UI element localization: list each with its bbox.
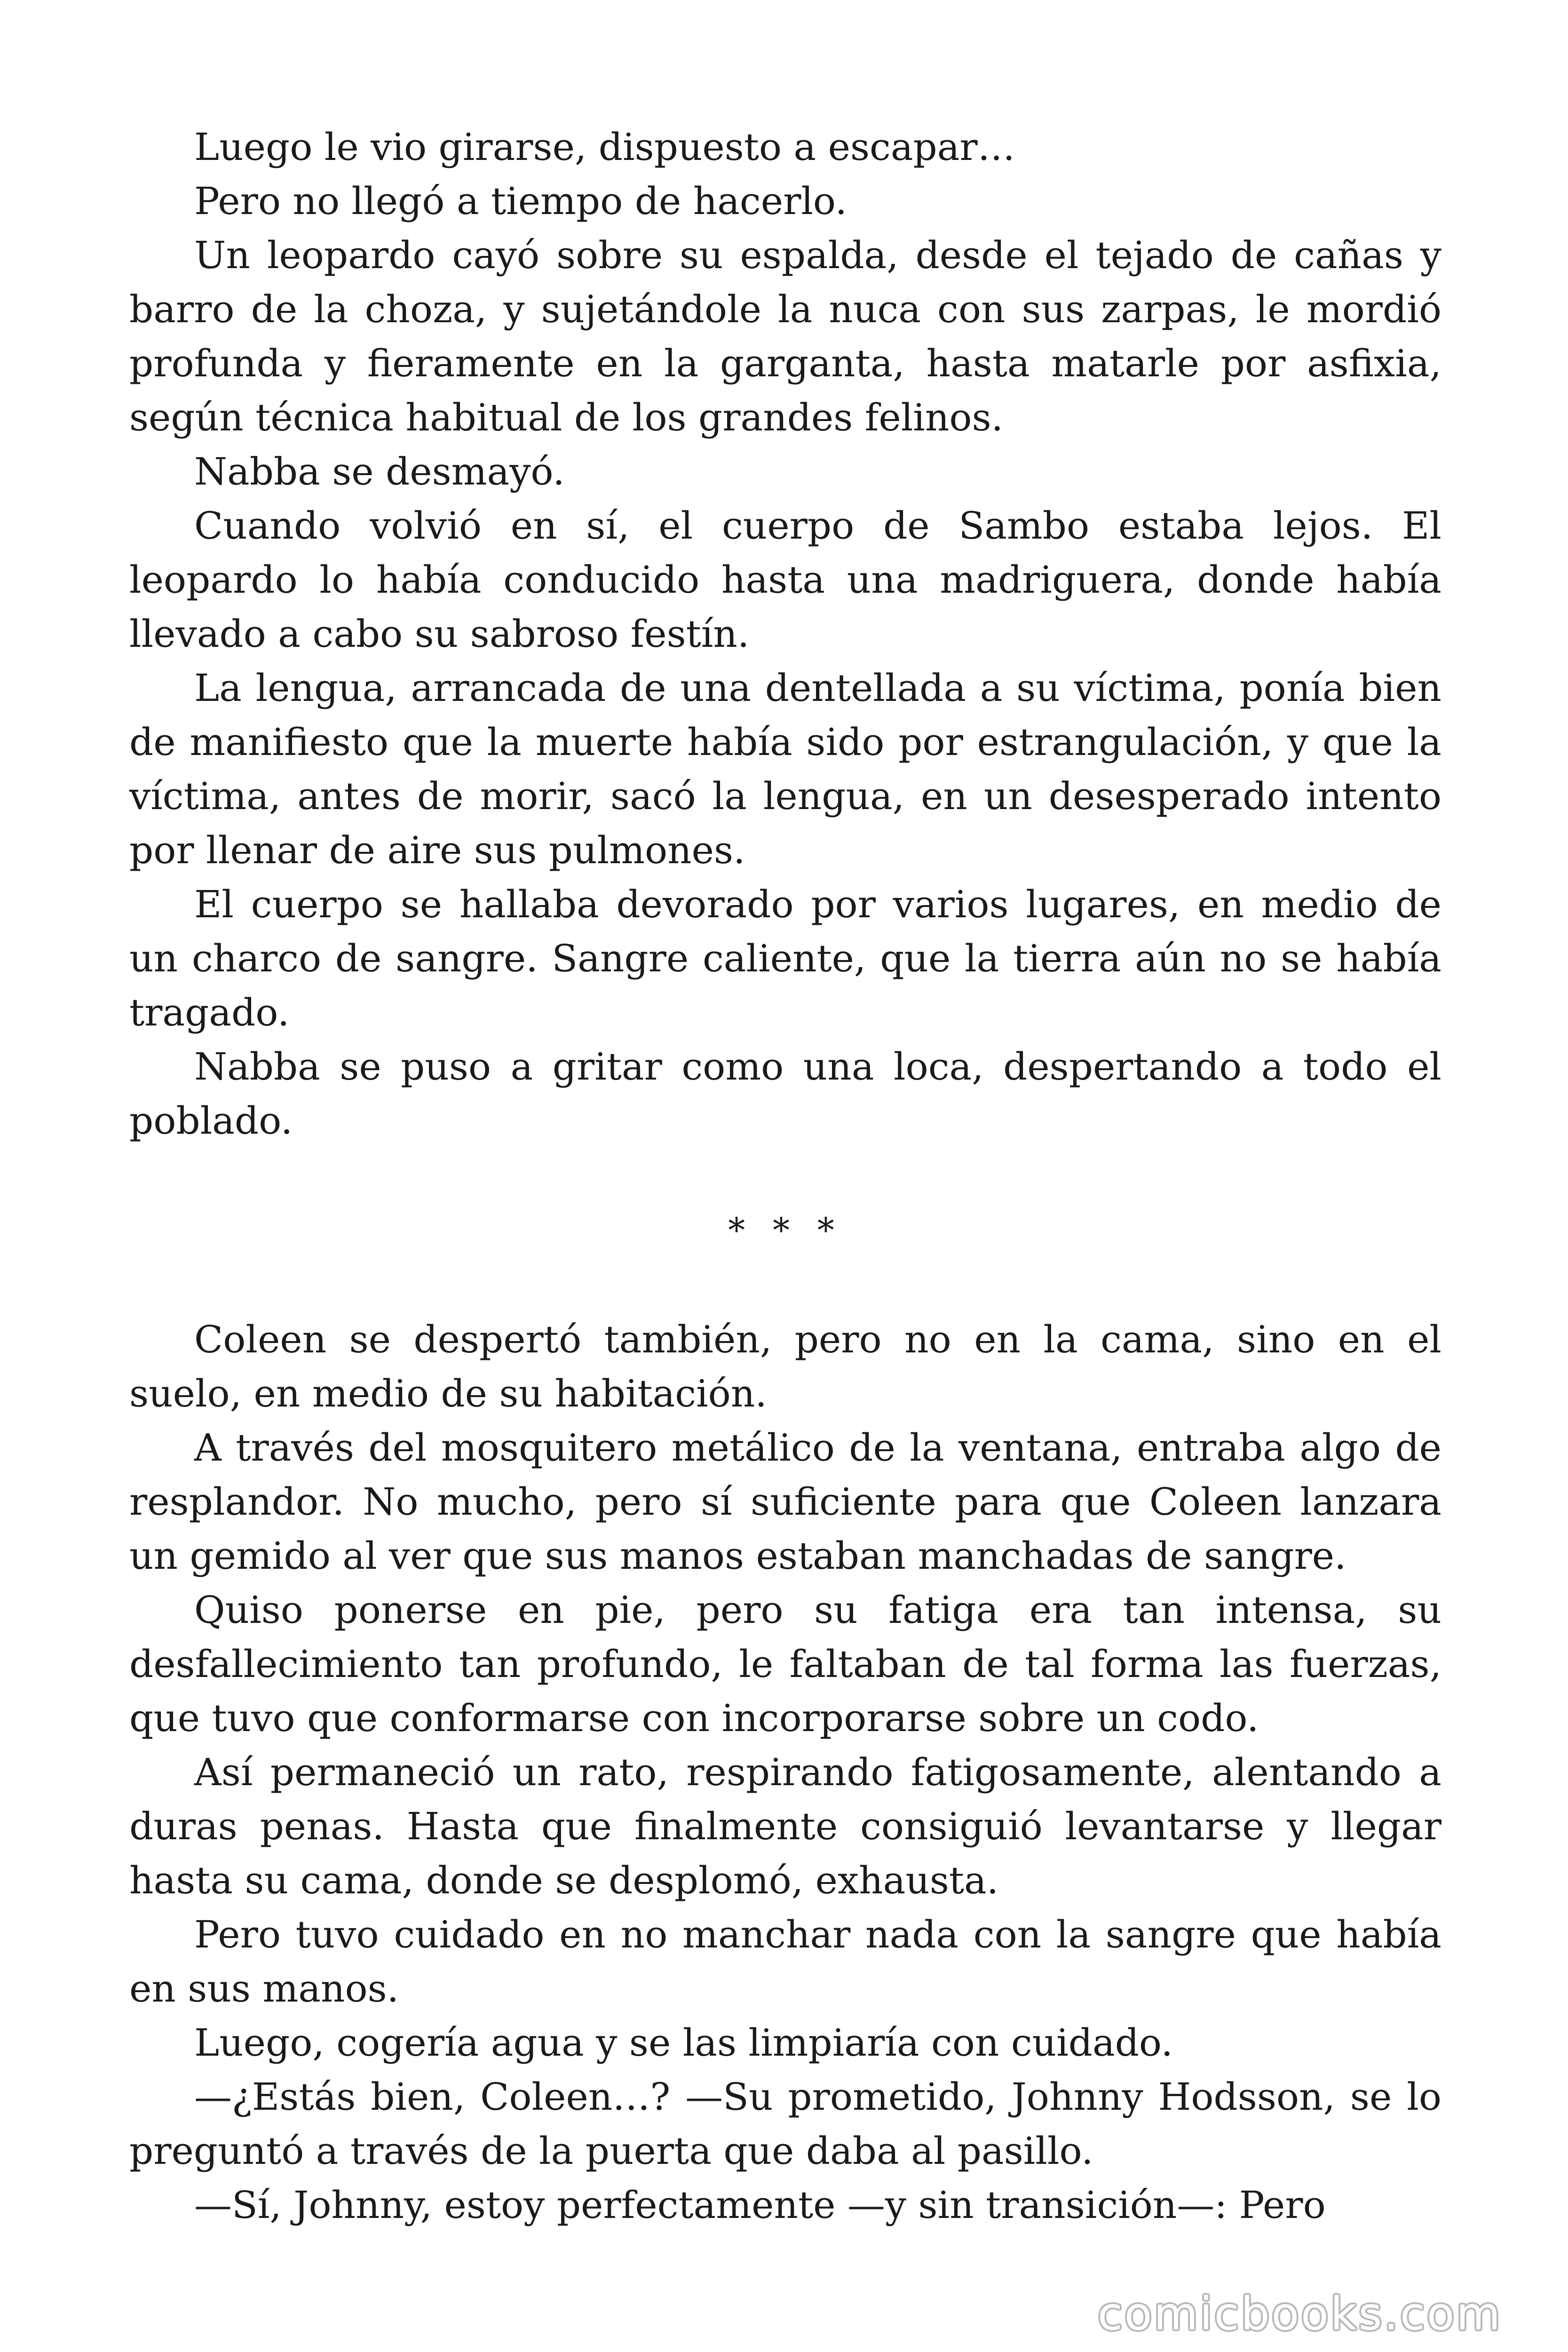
paragraph: El cuerpo se hallaba devorado por varios lugares, en medio de un charco de sangre. Sangre caliente, que la tierra aún no se había tragado.	[129, 882, 1441, 1034]
paragraph: —Sí, Johnny, estoy perfectamente —y sin transición—: Pero	[194, 2183, 1326, 2227]
paragraph: Nabba se puso a gritar como una loca, despertando a todo el poblado.	[129, 1045, 1441, 1143]
paragraph: —¿Estás bien, Coleen…? —Su prometido, Johnny Hodsson, se lo preguntó a través de la puerta que daba al pasillo.	[129, 2075, 1441, 2173]
paragraph: Así permaneció un rato, respirando fatigosamente, alentando a duras penas. Hasta que finalmente consiguió levantarse y llegar hasta su cama, donde se desplomó, exhausta.	[129, 1750, 1441, 1902]
text-block-after	[129, 1312, 1441, 2232]
paragraph: La lengua, arrancada de una dentellada a su víctima, ponía bien de manifiesto que la muerte había sido por estrangulación, y que la víctima, antes de morir, sacó la lengua, en un desesperado intento por llenar de aire sus pulmones.	[129, 666, 1441, 872]
paragraph: Pero tuvo cuidado en no manchar nada con la sangre que había en sus manos.	[129, 1913, 1441, 2010]
paragraph: A través del mosquitero metálico de la ventana, entraba algo de resplandor. No mucho, pero sí suficiente para que Coleen lanzara un gemido al ver que sus manos estaban manchadas de sangre.	[129, 1426, 1441, 1578]
paragraph: Un leopardo cayó sobre su espalda, desde el tejado de cañas y barro de la choza, y sujetándole la nuca con sus zarpas, le mordió profunda y fieramente en la garganta, hasta matarle por asfixia, según técnica habitual de los grandes felinos.	[129, 233, 1441, 439]
section-separator: * * *	[728, 1210, 843, 1250]
paragraph: Luego le vio girarse, dispuesto a escapar…	[194, 125, 1015, 169]
paragraph: Coleen se despertó también, pero no en la cama, sino en el suelo, en medio de su habitación.	[129, 1318, 1441, 1415]
paragraph: Pero no llegó a tiempo de hacerlo.	[194, 179, 847, 223]
paragraph: Cuando volvió en sí, el cuerpo de Sambo estaba lejos. El leopardo lo había conducido hasta una madriguera, donde había llevado a cabo su sabroso festín.	[129, 504, 1441, 656]
text-block-before	[129, 120, 1441, 1148]
paragraph: Luego, cogería agua y se las limpiaría con cuidado.	[194, 2021, 1173, 2065]
paragraph: Quiso ponerse en pie, pero su fatiga era tan intensa, su desfallecimiento tan profundo, le faltaban de tal forma las fuerzas, que tuvo que conformarse con incorporarse sobre un codo.	[129, 1588, 1441, 1740]
book-page	[129, 120, 1441, 2232]
paragraph: Nabba se desmayó.	[194, 450, 565, 493]
watermark: comicbooks.com	[1097, 2288, 1502, 2340]
